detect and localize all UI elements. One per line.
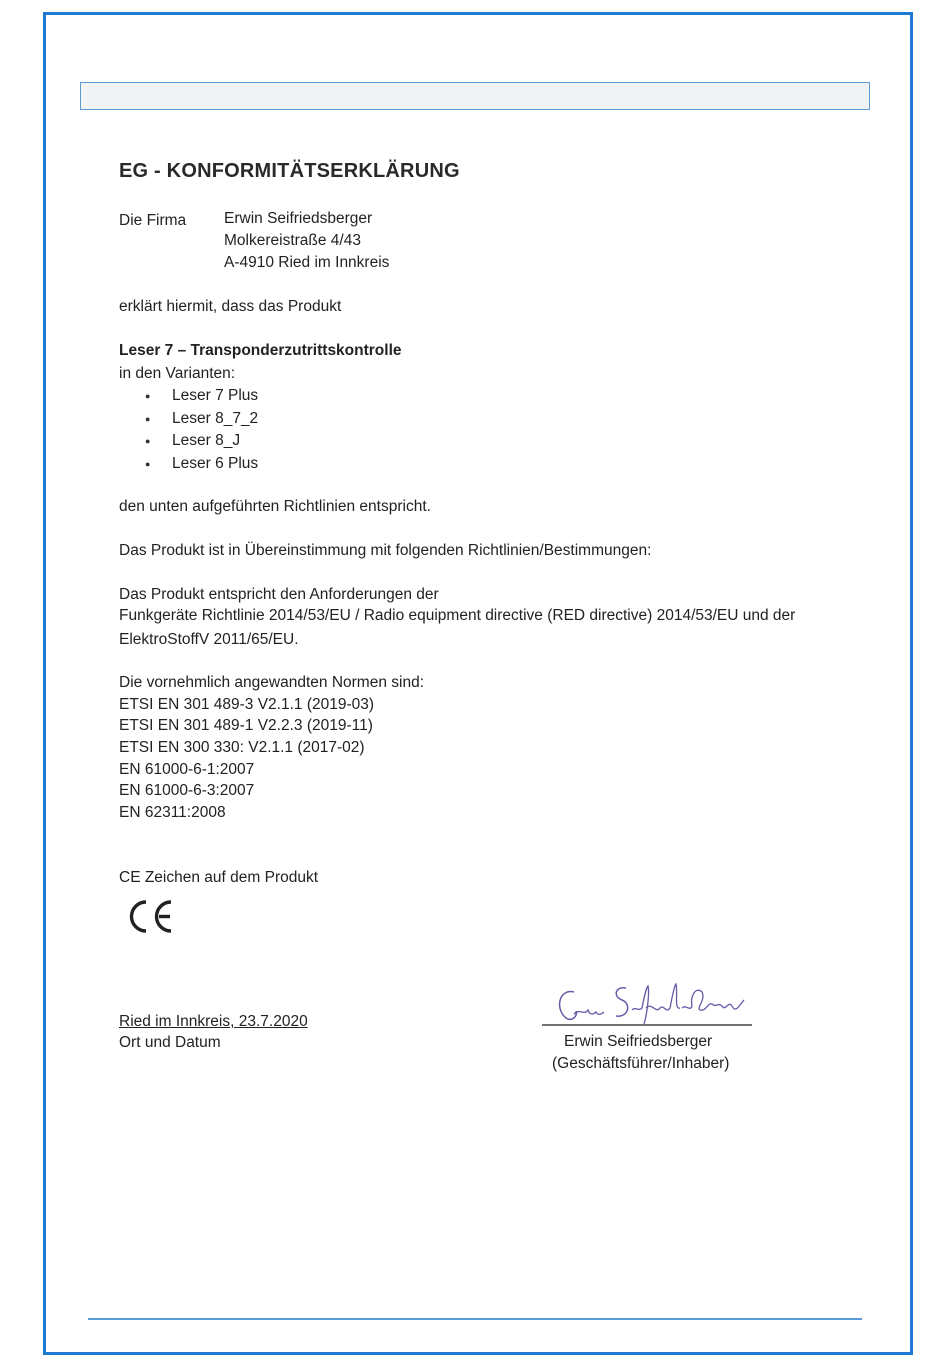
company-city: A-4910 Ried im Innkreis [224, 254, 390, 271]
norm-item: EN 61000-6-3:2007 [119, 782, 255, 799]
requirements-line: Das Produkt entspricht den Anforderungen der [119, 586, 439, 603]
requirements-line: Funkgeräte Richtlinie 2014/53/EU / Radio equipment directive (RED directive) 2014/53/EU und der [119, 607, 796, 624]
signer-role: (Geschäftsführer/Inhaber) [552, 1055, 730, 1072]
norm-item: ETSI EN 300 330: V2.1.1 (2017-02) [119, 739, 365, 756]
place-date-label: Ort und Datum [119, 1034, 221, 1051]
accordance-text: Das Produkt ist in Übereinstimmung mit folgenden Richtlinien/Bestimmungen: [119, 542, 652, 559]
company-name: Erwin Seifriedsberger [224, 210, 373, 227]
product-name: Leser 7 – Transponderzutrittskontrolle [119, 342, 402, 359]
ce-label: CE Zeichen auf dem Produkt [119, 869, 319, 886]
ce-mark-icon [126, 898, 176, 941]
list-item: ● Leser 6 Plus [145, 453, 258, 476]
document-title: EG - KONFORMITÄTSERKLÄRUNG [119, 160, 460, 182]
company-street: Molkereistraße 4/43 [224, 232, 361, 249]
list-item: ● Leser 8_7_2 [145, 408, 258, 431]
declaration-text: erklärt hiermit, dass das Produkt [119, 298, 342, 315]
signature-image [540, 978, 755, 1035]
variants-list [145, 385, 258, 476]
list-item: ● Leser 8_J [145, 430, 258, 453]
norms-intro: Die vornehmlich angewandten Normen sind: [119, 674, 424, 691]
norm-item: ETSI EN 301 489-3 V2.1.1 (2019-03) [119, 696, 375, 713]
conformity-text: den unten aufgeführten Richtlinien entspricht. [119, 498, 431, 515]
footer-divider [88, 1318, 862, 1320]
variants-intro: in den Varianten: [119, 365, 236, 382]
company-label: Die Firma [119, 212, 187, 229]
place-date: Ried im Innkreis, 23.7.2020 [119, 1013, 308, 1030]
list-item: ● Leser 7 Plus [145, 385, 258, 408]
norm-item: EN 61000-6-1:2007 [119, 761, 255, 778]
signer-name: Erwin Seifriedsberger [564, 1033, 713, 1050]
header-bar [80, 82, 870, 110]
requirements-line: ElektroStoffV 2011/65/EU. [119, 631, 299, 648]
norm-item: ETSI EN 301 489-1 V2.2.3 (2019-11) [119, 717, 373, 734]
norm-item: EN 62311:2008 [119, 804, 226, 821]
